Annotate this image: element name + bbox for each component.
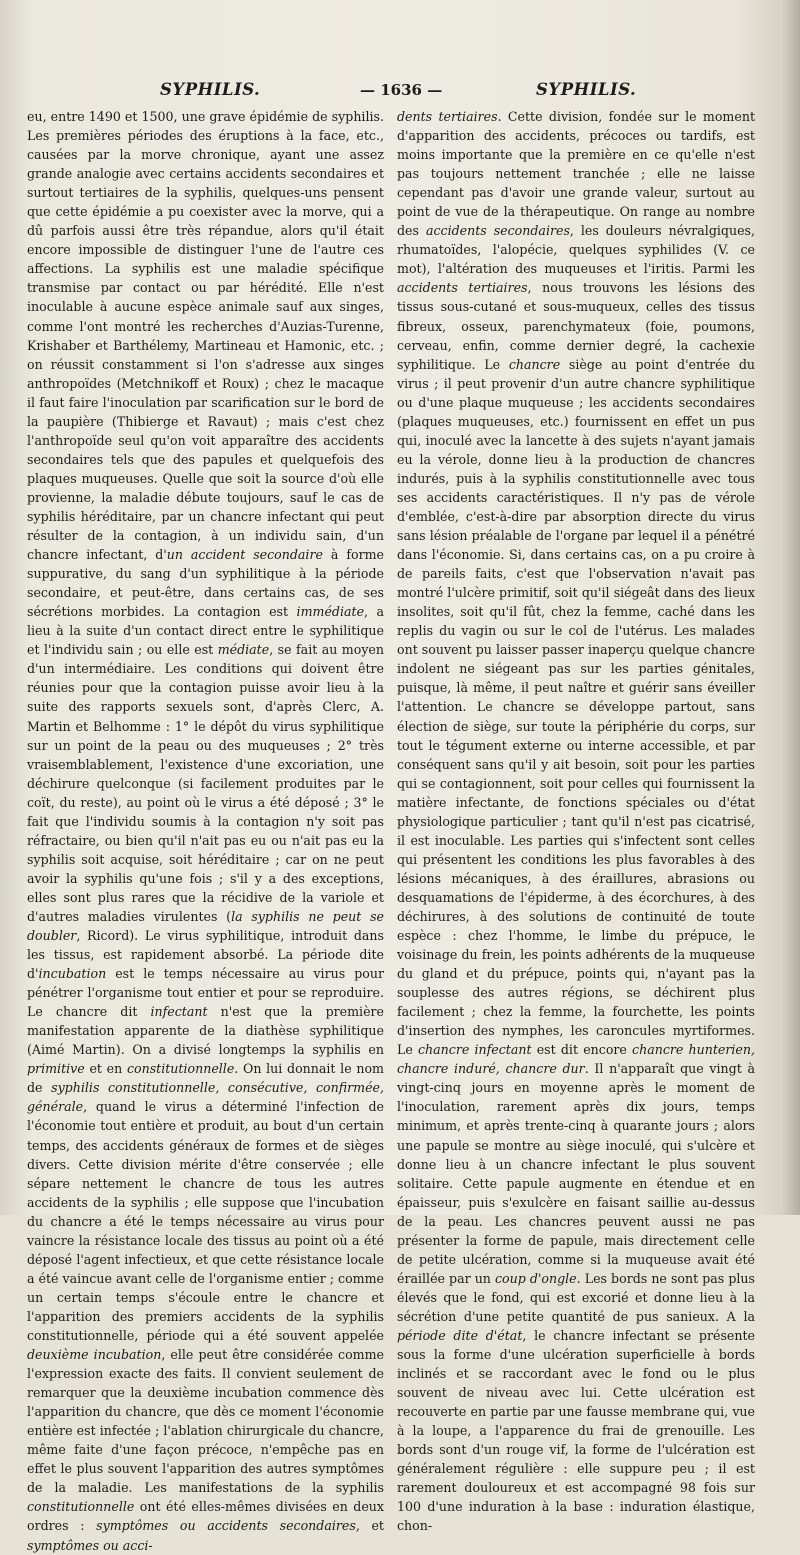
italic-text-run: infectant <box>150 1004 208 1020</box>
italic-text-run: dents tertiaires <box>397 109 498 124</box>
italic-text-run: primitive <box>27 1061 85 1077</box>
text-run: , les douleurs névralgiques, rhumatoïdes, l'alopécie, quelques syphilides (V. ce mot), l'altération des muqueuses et l'iritis. Parmi les <box>397 223 756 277</box>
right-text-column <box>397 107 756 1534</box>
right-column-paragraph <box>397 107 755 1536</box>
text-run: siège au point d'entrée du virus ; il peut provenir d'un autre chancre syphilitique ou d'une plaque muqueuse ; les accidents secondaires (plaques muqueuses, etc.) fournissent en effet un pus qui, inoculé avec la lancette à des sujets n'ayant jamais eu la vérole, donne lieu à la production de chancres indurés, puis à la syphilis constitutionnelle avec tous ses accidents caractéristiques. Il n'y pas de vérole d'emblée, c'est-à-dire par absorption directe du virus sans lésion préalable de l'organe par lequel il a pénétré dans l'économie. Si, dans certains cas, on a pu croire à de pareils faits, c'est que l'observation n'avait pas montré l'ulcère primitif, soit qu'il siégeât dans des lieux insolites, soit qu'il fût, chez la femme, caché dans les replis du vagin ou sur le col de l'utérus. Les malades ont souvent pu laisser passer inaperçu quelque chancre indolent ne siégeant pas sur les parties génitales, puisque, là même, il peut naître et guérir sans éveiller l'attention. Le chancre se développe partout, sans élection de siège, sur toute la périphérie du corps, sur tout le tégument externe ou interne accessible, et par conséquent sans qu'il y ait besoin, soit pour les parties qui se contagionnent, soit pour celles qui fournissent la matière infectante, de fonctions spéciales ou d'état physiologique particulier ; tant qu'il n'est pas cicatrisé, il est inoculable. Les parties qui s'infectent sont celles qui présentent les conditions les plus favorables à des lésions mécaniques, à des éraillures, abrasions ou desquamations de l'épiderme, à des écorchures, à des déchirures, à des solutions de continuité de toute espèce : chez l'homme, le limbe du prépuce, le voisinage du frein, les points adhérents de la muqueuse du gland et du prépuce, points qui, n'ayant pas la souplesse des autres régions, se déchirent plus facilement ; chez la femme, la fourchette, les points d'insertion des nymphes, les caroncules myrtiformes. Le <box>397 356 756 1058</box>
text-run: . Il n'apparaît que vingt à vingt-cinq jours en moyenne après le moment de l'inoculation, rarement après dix jours, temps minimum, et après trente-cinq à quarante jours ; alors une papule se montre au siège inoculé, qui s'ulcère et donne lieu à un chancre infectant le plus souvent solitaire. Cette papule augmente en étendue et en épaisseur, puis s'exulcère en faisant saillie au-dessus de la peau. Les chancres peuvent aussi ne pas présenter la forme de papule, mais directement celle de petite ulcération, comme si la muqueuse avait été éraillée par un <box>397 1061 755 1286</box>
left-text-column <box>27 107 385 1553</box>
italic-text-run: syphilis constitutionnelle, consécutive, confirmée, générale <box>27 1080 384 1115</box>
italic-text-run: chancre hunterien, chancre induré, chancre dur <box>397 1042 755 1077</box>
left-column-paragraph <box>27 107 384 1555</box>
italic-text-run: symptômes ou acci- <box>27 1537 153 1553</box>
text-run: eu, entre 1490 et 1500, une grave épidémie de syphilis. Les premières périodes des éruptions à la face, etc., causées par la morve chronique, ayant une assez grande analogie avec certains accidents secondaires et surtout tertiaires de la syphilis, quelques-uns pensent que cette épidémie a pu coexister avec la morve, qui a dû parfois aussi être très répandue, alors qu'il était encore impossible de distinguer l'une de l'autre ces affections. La syphilis est une maladie spécifique transmise par contact ou par hérédité. Elle n'est inoculable à aucune espèce animale sauf aux singes, comme l'ont montré les recherches d'Auzias-Turenne, Krishaber et Barthélemy, Martineau et Hamonic, etc. ; on réussit constamment si l'on s'adresse aux singes anthropoïdes (Metchnikoff et Roux) ; chez le macaque il faut faire l'inoculation par scarification sur le bord de la paupière (Thibierge et Ravaut) ; mais c'est chez l'anthropoïde seul qu'on voit apparaître des accidents secondaires tels que des papules et quelquefois des plaques muqueuses. Quelle que soit la source d'où elle provienne, la maladie débute toujours, sauf le cas de syphilis héréditaire, par un chancre infectant qui peut résulter de la contagion, à un individu sain, d'un chancre infectant, d' <box>27 109 384 563</box>
italic-text-run: chancre infectant <box>418 1042 532 1058</box>
text-run: à forme suppurative, du sang d'un syphilitique à la période secondaire, et peut-être, dans certains cas, de ses sécrétions morbides. La contagion est <box>27 547 384 620</box>
text-run: , a lieu à la suite d'un contact direct entre le syphilitique et l'individu sain ; ou elle est <box>27 604 385 658</box>
italic-text-run: coup d'ongle <box>495 1270 577 1286</box>
running-header <box>0 80 800 106</box>
italic-text-run: chancre <box>508 356 561 372</box>
text-run: , le chancre infectant se présente sous la forme d'une ulcération superficielle à bords inclinés et se raccordant avec le fond ou le plus souvent de niveau avec lui. Cette ulcération est recouverte en partie par une fausse membrane qui, vue à la loupe, a l'apparence du frai de grenouille. Les bords sont d'un rouge vif, la forme de l'ulcération est généralement régulière : elle suppure peu ; il est rarement douloureux et est accompagné 98 fois sur 100 d'une induration à la base : induration élastique, chon- <box>397 1328 755 1534</box>
italic-text-run: constitutionnelle <box>27 1499 135 1515</box>
italic-text-run: un accident secondaire <box>166 547 323 563</box>
text-run: , et <box>355 1518 384 1534</box>
italic-text-run: accidents tertiaires <box>397 280 528 296</box>
italic-text-run: immédiate <box>296 604 365 620</box>
italic-text-run: la syphilis ne peut se doubler <box>27 908 384 944</box>
text-run: , quand le virus a déterminé l'infection de l'économie tout entière et produit, au bout d'un certain temps, des accidents généraux de formes et de sièges divers. Cette division mérite d'être conservée ; elle sépare nettement le chancre de tous les autres accidents de la syphilis ; elle suppose que l'incubation du chancre a été le temps nécessaire au virus pour vaincre la résistance locale des tissus au point où a été déposé l'agent infectieux, et que cette résistance locale a été vaincue avant celle de l'organisme entier ; comme un certain temps s'écoule entre le chancre et l'apparition des premiers accidents de la syphilis constitutionnelle, période qui a été souvent appelée <box>27 1099 384 1343</box>
italic-text-run: accidents secondaires <box>425 223 570 239</box>
page-edge-shadow <box>782 0 800 1215</box>
italic-text-run: incubation <box>38 966 107 982</box>
header-left-title: SYPHILIS. <box>160 80 261 99</box>
italic-text-run: période dite d'état <box>397 1328 523 1343</box>
text-run: , elle peut être considérée comme l'expression exacte des faits. Il convient seulement de remarquer que la deuxième incubation commence dès l'apparition du chancre, que dès ce moment l'économie entière est infectée ; l'ablation chirurgicale du chancre, même faite d'une façon précoce, n'empêche pas en effet le plus souvent l'apparition des autres symptômes de la maladie. Les manifestations de la syphilis <box>27 1347 384 1496</box>
text-run: , Ricord). Le virus syphilitique, introduit dans les tissus, est rapidement absorbé. La période dite d' <box>27 928 384 982</box>
text-run: . On lui donnait le nom de <box>27 1061 384 1096</box>
text-run: , nous trouvons les lésions des tissus sous-cutané et sous-muqueux, celles des tissus fibreux, osseux, parenchymateux (foie, poumons, cerveau, enfin, comme dernier degré, la cachexie syphilitique. Le <box>397 280 755 372</box>
text-run: est dit encore <box>531 1042 633 1058</box>
text-run: ont été elles-mêmes divisées en deux ordres : <box>27 1499 384 1534</box>
text-run: est le temps nécessaire au virus pour pénétrer l'organisme tout entier et pour se reproduire. Le chancre dit <box>27 966 384 1020</box>
header-right-title: SYPHILIS. <box>536 80 637 99</box>
text-run: . Cette division, fondée sur le moment d'apparition des accidents, précoces ou tardifs, est moins importante que la première en ce qu'elle n'est pas toujours nettement tranchée ; elle ne laisse cependant pas d'avoir une grande valeur, surtout au point de vue de la thérapeutique. On range au nombre des <box>397 109 756 239</box>
page-number: — 1636 — <box>360 81 443 99</box>
italic-text-run: constitutionnelle <box>126 1061 235 1077</box>
text-run: n'est que la première manifestation apparente de la diathèse syphilitique (Aimé Martin). On a divisé longtemps la syphilis en <box>27 1004 384 1058</box>
italic-text-run: médiate <box>217 642 270 658</box>
text-run: , se fait au moyen d'un intermédiaire. Les conditions qui doivent être réunies pour que la contagion puisse avoir lieu à la suite des rapports sexuels sont, d'après Clerc, A. Martin et Belhomme : 1° le dépôt du virus syphilitique sur un point de la peau ou des muqueuses ; 2° très vraisemblablement, l'existence d'une excoriation, une déchirure quelconque (si facilement produites par le coït, du reste), au point où le virus a été déposé ; 3° le fait que l'individu soumis à la contagion n'y soit pas réfractaire, ou bien qu'il n'ait pas eu ou n'ait pas eu la syphilis soit acquise, soit héréditaire ; car on ne peut avoir la syphilis qu'une fois ; s'il y a des exceptions, elles sont plus rares que la récidive de la variole et d'autres maladies virulentes ( <box>27 642 384 924</box>
italic-text-run: deuxième incubation <box>27 1347 162 1363</box>
text-run: et en <box>84 1061 127 1077</box>
text-run: . Les bords ne sont pas plus élevés que le fond, qui est excorié et donne lieu à la sécrétion d'une petite quantité de pus sanieux. A la <box>397 1270 756 1324</box>
italic-text-run: symptômes ou accidents secondaires <box>96 1518 356 1534</box>
